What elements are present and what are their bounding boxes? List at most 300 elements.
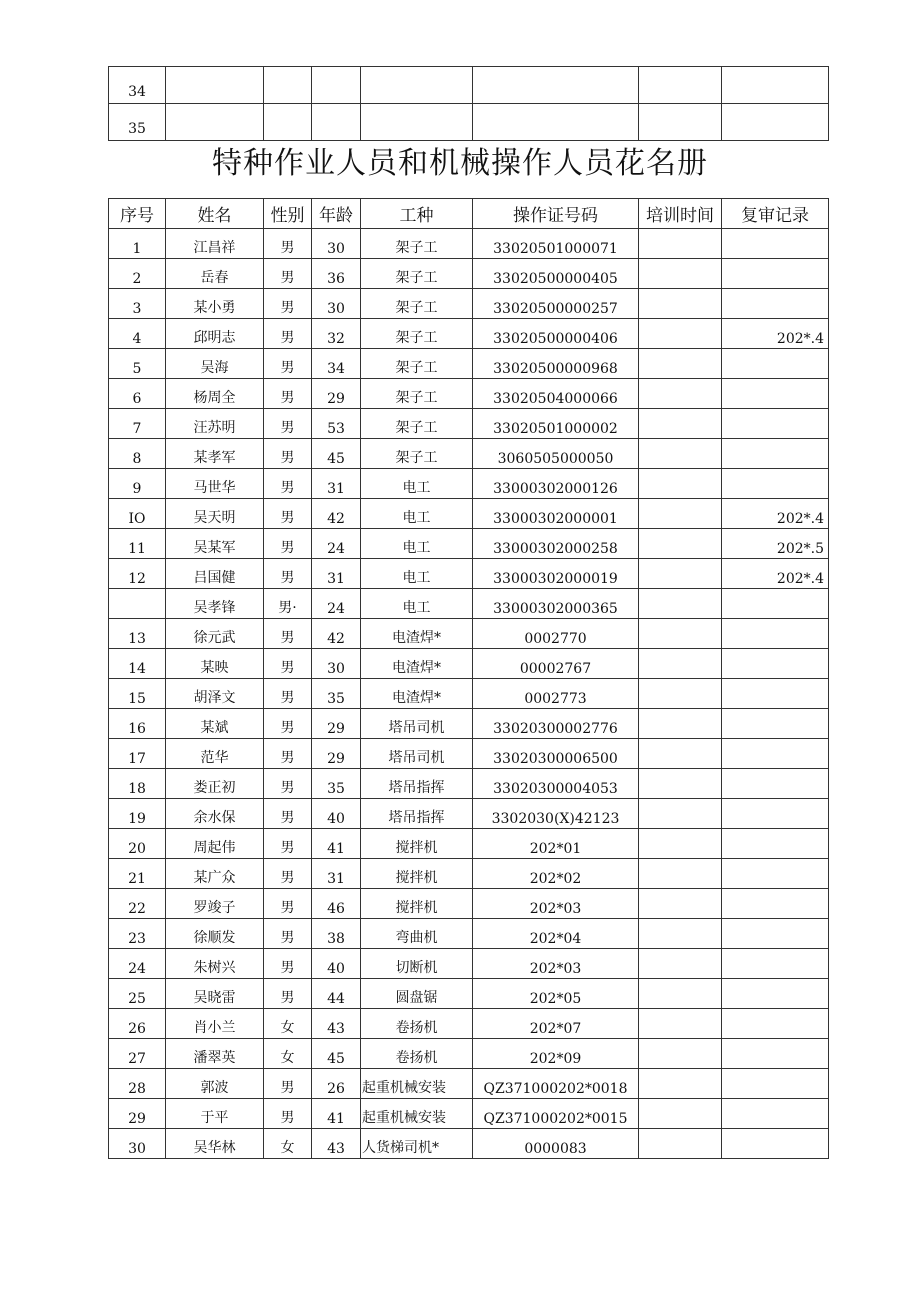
cell-cert: 202*04 <box>473 919 639 949</box>
table-row <box>109 259 829 289</box>
cell-job: 电渣焊* <box>361 679 473 709</box>
cell-age: 41 <box>312 1099 361 1129</box>
cell-age: 41 <box>312 829 361 859</box>
cell-job: 圆盘锯 <box>361 979 473 1009</box>
header-cell-no: 序号 <box>109 199 166 229</box>
cell-name: 江昌祥 <box>166 229 264 259</box>
cell-sex: 男 <box>264 349 312 379</box>
cell-review: 202*.4 <box>722 319 829 349</box>
cell-train <box>639 619 722 649</box>
cell-cert: 202*03 <box>473 889 639 919</box>
cell-name: 吴华林 <box>166 1129 264 1159</box>
table-row <box>109 919 829 949</box>
cell-job: 电渣焊* <box>361 619 473 649</box>
table-row <box>109 559 829 589</box>
cell-train <box>639 229 722 259</box>
cell-job: 起重机械安装 <box>361 1069 473 1099</box>
header-cell-review: 复审记录 <box>722 199 829 229</box>
cell-train <box>639 829 722 859</box>
cell-review <box>722 859 829 889</box>
cell-no: 16 <box>109 709 166 739</box>
cell-sex: 男 <box>264 259 312 289</box>
cell-train <box>639 379 722 409</box>
cell-empty <box>312 67 361 104</box>
cell-no: 5 <box>109 349 166 379</box>
cell-cert: 202*09 <box>473 1039 639 1069</box>
cell-no: 20 <box>109 829 166 859</box>
cell-name: 吴孝锋 <box>166 589 264 619</box>
table-row <box>109 439 829 469</box>
cell-cert: 00002767 <box>473 649 639 679</box>
cell-no: 22 <box>109 889 166 919</box>
cell-empty <box>639 67 722 104</box>
table-row <box>109 1009 829 1039</box>
header-cell-job: 工种 <box>361 199 473 229</box>
cell-job: 电工 <box>361 559 473 589</box>
table-row <box>109 799 829 829</box>
cell-train <box>639 319 722 349</box>
cell-sex: 男 <box>264 229 312 259</box>
cell-no: 24 <box>109 949 166 979</box>
cell-name: 肖小兰 <box>166 1009 264 1039</box>
cell-cert: 33000302000126 <box>473 469 639 499</box>
cell-name: 邱明志 <box>166 319 264 349</box>
cell-sex: 男 <box>264 289 312 319</box>
cell-cert: 33020300006500 <box>473 739 639 769</box>
cell-sex: 男 <box>264 829 312 859</box>
cell-age: 42 <box>312 619 361 649</box>
cell-job: 塔吊指挥 <box>361 799 473 829</box>
cell-no: 23 <box>109 919 166 949</box>
cell-review: 202*.4 <box>722 499 829 529</box>
cell-age: 30 <box>312 649 361 679</box>
cell-train <box>639 739 722 769</box>
cell-empty <box>361 67 473 104</box>
cell-age: 40 <box>312 949 361 979</box>
cell-age: 43 <box>312 1009 361 1039</box>
cell-name: 吴天明 <box>166 499 264 529</box>
cell-name: 某映 <box>166 649 264 679</box>
cell-age: 35 <box>312 769 361 799</box>
continuation-table <box>108 66 829 141</box>
cell-review <box>722 889 829 919</box>
cell-no: 21 <box>109 859 166 889</box>
cell-review <box>722 949 829 979</box>
cell-cert: 3302030(X)42123 <box>473 799 639 829</box>
continuation-table-body <box>109 67 829 141</box>
cell-train <box>639 499 722 529</box>
cell-job: 架子工 <box>361 259 473 289</box>
cell-cert: 0000083 <box>473 1129 639 1159</box>
cell-age: 30 <box>312 289 361 319</box>
cell-name: 某广众 <box>166 859 264 889</box>
cell-review <box>722 289 829 319</box>
cell-cert: 33000302000258 <box>473 529 639 559</box>
cell-sex: 男 <box>264 979 312 1009</box>
cell-no: 19 <box>109 799 166 829</box>
cell-train <box>639 919 722 949</box>
cell-review <box>722 229 829 259</box>
cell-cert: 33020501000071 <box>473 229 639 259</box>
table-row <box>109 679 829 709</box>
cell-sex: 男 <box>264 859 312 889</box>
cell-age: 29 <box>312 379 361 409</box>
table-row <box>109 104 829 141</box>
cell-age: 26 <box>312 1069 361 1099</box>
cell-train <box>639 979 722 1009</box>
cell-train <box>639 1129 722 1159</box>
cell-no: 6 <box>109 379 166 409</box>
cell-empty <box>361 104 473 141</box>
cell-name: 汪苏明 <box>166 409 264 439</box>
cell-sex: 男 <box>264 319 312 349</box>
cell-train <box>639 1069 722 1099</box>
table-row <box>109 949 829 979</box>
table-row <box>109 1069 829 1099</box>
cell-no: 14 <box>109 649 166 679</box>
cell-review <box>722 1069 829 1099</box>
table-row <box>109 289 829 319</box>
cell-name: 胡泽文 <box>166 679 264 709</box>
cell-no: 8 <box>109 439 166 469</box>
cell-cert: 33020500000257 <box>473 289 639 319</box>
cell-no: 4 <box>109 319 166 349</box>
cell-name: 吴某军 <box>166 529 264 559</box>
cell-cert: 33020500000968 <box>473 349 639 379</box>
cell-job: 塔吊司机 <box>361 709 473 739</box>
cell-age: 45 <box>312 439 361 469</box>
cell-cert: 0002773 <box>473 679 639 709</box>
cell-name: 杨周全 <box>166 379 264 409</box>
cell-cert: 33000302000019 <box>473 559 639 589</box>
cell-cert: 33020501000002 <box>473 409 639 439</box>
cell-review <box>722 1099 829 1129</box>
table-row <box>109 1129 829 1159</box>
cell-job: 卷扬机 <box>361 1039 473 1069</box>
cell-no: 13 <box>109 619 166 649</box>
cell-age: 30 <box>312 229 361 259</box>
cell-sex: 男 <box>264 619 312 649</box>
cell-review <box>722 619 829 649</box>
cell-job: 架子工 <box>361 379 473 409</box>
cell-empty <box>166 104 264 141</box>
cell-sex: 男 <box>264 379 312 409</box>
cell-no: 17 <box>109 739 166 769</box>
cell-job: 人货梯司机* <box>361 1129 473 1159</box>
cell-review <box>722 679 829 709</box>
cell-job: 架子工 <box>361 319 473 349</box>
table-row <box>109 859 829 889</box>
cell-sex: 男 <box>264 649 312 679</box>
cell-cert: 202*01 <box>473 829 639 859</box>
table-row <box>109 769 829 799</box>
table-row <box>109 319 829 349</box>
cell-train <box>639 589 722 619</box>
cell-job: 弯曲机 <box>361 919 473 949</box>
cell-train <box>639 469 722 499</box>
cell-review <box>722 259 829 289</box>
cell-age: 31 <box>312 559 361 589</box>
cell-no: IO <box>109 499 166 529</box>
cell-cert: 33000302000001 <box>473 499 639 529</box>
cell-job: 切断机 <box>361 949 473 979</box>
cell-train <box>639 649 722 679</box>
cell-age: 29 <box>312 709 361 739</box>
header-cell-sex: 性别 <box>264 199 312 229</box>
cell-no: 9 <box>109 469 166 499</box>
cell-name: 徐元武 <box>166 619 264 649</box>
cell-review <box>722 769 829 799</box>
cell-empty <box>166 67 264 104</box>
cell-train <box>639 259 722 289</box>
cell-train <box>639 289 722 319</box>
cell-sex: 男· <box>264 589 312 619</box>
cell-age: 34 <box>312 349 361 379</box>
cell-age: 24 <box>312 529 361 559</box>
cell-job: 架子工 <box>361 439 473 469</box>
cell-job: 架子工 <box>361 289 473 319</box>
cell-cert: 202*02 <box>473 859 639 889</box>
cell-train <box>639 769 722 799</box>
cell-no: 28 <box>109 1069 166 1099</box>
cell-age: 32 <box>312 319 361 349</box>
cell-cert: 0002770 <box>473 619 639 649</box>
cell-review <box>722 1039 829 1069</box>
cell-empty <box>639 104 722 141</box>
cell-train <box>639 949 722 979</box>
cell-name: 郭波 <box>166 1069 264 1099</box>
cell-age: 31 <box>312 469 361 499</box>
cell-job: 架子工 <box>361 349 473 379</box>
cell-sex: 男 <box>264 529 312 559</box>
cell-review: 202*.5 <box>722 529 829 559</box>
cell-review <box>722 349 829 379</box>
roster-table-body <box>109 199 829 1159</box>
cell-sex: 男 <box>264 469 312 499</box>
table-row <box>109 349 829 379</box>
cell-job: 塔吊指挥 <box>361 769 473 799</box>
cell-cert: 202*05 <box>473 979 639 1009</box>
cell-name: 余水保 <box>166 799 264 829</box>
cell-review <box>722 829 829 859</box>
cell-train <box>639 409 722 439</box>
cell-sex: 男 <box>264 739 312 769</box>
cell-no: 18 <box>109 769 166 799</box>
cell-sex: 男 <box>264 1099 312 1129</box>
cell-cert: 202*07 <box>473 1009 639 1039</box>
cell-job: 搅拌机 <box>361 889 473 919</box>
cell-no: 29 <box>109 1099 166 1129</box>
cell-train <box>639 1039 722 1069</box>
table-row <box>109 829 829 859</box>
table-row <box>109 739 829 769</box>
cell-review <box>722 919 829 949</box>
table-row <box>109 229 829 259</box>
cell-age: 38 <box>312 919 361 949</box>
cell-train <box>639 799 722 829</box>
cell-job: 塔吊司机 <box>361 739 473 769</box>
cell-age: 24 <box>312 589 361 619</box>
cell-train <box>639 679 722 709</box>
cell-no: 7 <box>109 409 166 439</box>
cell-no: 27 <box>109 1039 166 1069</box>
cell-job: 电工 <box>361 589 473 619</box>
cell-cert: 33020300002776 <box>473 709 639 739</box>
cell-no: 34 <box>109 67 166 104</box>
table-row <box>109 409 829 439</box>
cell-empty <box>264 104 312 141</box>
cell-name: 吴晓雷 <box>166 979 264 1009</box>
cell-age: 45 <box>312 1039 361 1069</box>
cell-review: 202*.4 <box>722 559 829 589</box>
header-cell-cert: 操作证号码 <box>473 199 639 229</box>
cell-sex: 男 <box>264 709 312 739</box>
cell-empty <box>473 67 639 104</box>
cell-sex: 男 <box>264 499 312 529</box>
cell-age: 36 <box>312 259 361 289</box>
cell-no <box>109 589 166 619</box>
cell-cert: QZ371000202*0015 <box>473 1099 639 1129</box>
cell-review <box>722 469 829 499</box>
cell-name: 周起伟 <box>166 829 264 859</box>
table-row <box>109 1099 829 1129</box>
cell-review <box>722 799 829 829</box>
cell-review <box>722 439 829 469</box>
cell-empty <box>722 104 829 141</box>
cell-review <box>722 379 829 409</box>
cell-cert: 3060505000050 <box>473 439 639 469</box>
cell-job: 起重机械安装 <box>361 1099 473 1129</box>
cell-review <box>722 1129 829 1159</box>
cell-no: 35 <box>109 104 166 141</box>
cell-sex: 女 <box>264 1039 312 1069</box>
table-row <box>109 889 829 919</box>
cell-job: 电工 <box>361 469 473 499</box>
cell-train <box>639 709 722 739</box>
cell-job: 架子工 <box>361 409 473 439</box>
roster-table <box>108 198 829 1159</box>
cell-review <box>722 589 829 619</box>
cell-name: 朱树兴 <box>166 949 264 979</box>
cell-no: 2 <box>109 259 166 289</box>
cell-sex: 男 <box>264 889 312 919</box>
cell-name: 于平 <box>166 1099 264 1129</box>
cell-name: 某斌 <box>166 709 264 739</box>
cell-no: 3 <box>109 289 166 319</box>
cell-no: 25 <box>109 979 166 1009</box>
cell-age: 31 <box>312 859 361 889</box>
cell-no: 11 <box>109 529 166 559</box>
cell-age: 42 <box>312 499 361 529</box>
cell-job: 搅拌机 <box>361 859 473 889</box>
cell-empty <box>473 104 639 141</box>
cell-age: 43 <box>312 1129 361 1159</box>
cell-train <box>639 889 722 919</box>
cell-name: 罗竣子 <box>166 889 264 919</box>
header-cell-training: 培训时间 <box>639 199 722 229</box>
table-row <box>109 67 829 104</box>
table-row <box>109 529 829 559</box>
cell-sex: 男 <box>264 769 312 799</box>
cell-review <box>722 409 829 439</box>
header-cell-name: 姓名 <box>166 199 264 229</box>
cell-cert: 33020500000406 <box>473 319 639 349</box>
cell-name: 某孝军 <box>166 439 264 469</box>
cell-cert: 33020504000066 <box>473 379 639 409</box>
cell-name: 娄正初 <box>166 769 264 799</box>
cell-cert: 33000302000365 <box>473 589 639 619</box>
cell-name: 马世华 <box>166 469 264 499</box>
cell-review <box>722 709 829 739</box>
cell-age: 29 <box>312 739 361 769</box>
table-row <box>109 379 829 409</box>
cell-job: 搅拌机 <box>361 829 473 859</box>
cell-no: 15 <box>109 679 166 709</box>
cell-review <box>722 979 829 1009</box>
cell-sex: 男 <box>264 949 312 979</box>
cell-review <box>722 649 829 679</box>
cell-name: 某小勇 <box>166 289 264 319</box>
cell-train <box>639 559 722 589</box>
cell-empty <box>264 67 312 104</box>
header-row <box>109 199 829 229</box>
cell-name: 岳春 <box>166 259 264 289</box>
cell-age: 35 <box>312 679 361 709</box>
cell-sex: 男 <box>264 409 312 439</box>
cell-sex: 男 <box>264 559 312 589</box>
cell-sex: 男 <box>264 679 312 709</box>
table-row <box>109 709 829 739</box>
cell-train <box>639 1009 722 1039</box>
cell-train <box>639 349 722 379</box>
page-title: 特种作业人员和机械操作人员花名册 <box>212 146 708 181</box>
cell-job: 电工 <box>361 529 473 559</box>
table-row <box>109 499 829 529</box>
cell-no: 26 <box>109 1009 166 1039</box>
cell-name: 吕国健 <box>166 559 264 589</box>
cell-review <box>722 739 829 769</box>
table-row <box>109 619 829 649</box>
cell-cert: QZ371000202*0018 <box>473 1069 639 1099</box>
cell-empty <box>722 67 829 104</box>
cell-sex: 女 <box>264 1129 312 1159</box>
cell-cert: 33020300004053 <box>473 769 639 799</box>
cell-name: 吴海 <box>166 349 264 379</box>
cell-sex: 男 <box>264 439 312 469</box>
cell-train <box>639 1099 722 1129</box>
cell-review <box>722 1009 829 1039</box>
cell-name: 潘翠英 <box>166 1039 264 1069</box>
cell-sex: 男 <box>264 799 312 829</box>
cell-name: 范华 <box>166 739 264 769</box>
cell-no: 12 <box>109 559 166 589</box>
cell-job: 架子工 <box>361 229 473 259</box>
cell-no: 30 <box>109 1129 166 1159</box>
cell-sex: 男 <box>264 1069 312 1099</box>
cell-age: 53 <box>312 409 361 439</box>
cell-job: 电工 <box>361 499 473 529</box>
table-row <box>109 649 829 679</box>
cell-sex: 女 <box>264 1009 312 1039</box>
cell-job: 电渣焊* <box>361 649 473 679</box>
cell-train <box>639 859 722 889</box>
cell-cert: 33020500000405 <box>473 259 639 289</box>
cell-age: 44 <box>312 979 361 1009</box>
cell-job: 卷扬机 <box>361 1009 473 1039</box>
table-row <box>109 589 829 619</box>
table-row <box>109 1039 829 1069</box>
header-cell-age: 年龄 <box>312 199 361 229</box>
